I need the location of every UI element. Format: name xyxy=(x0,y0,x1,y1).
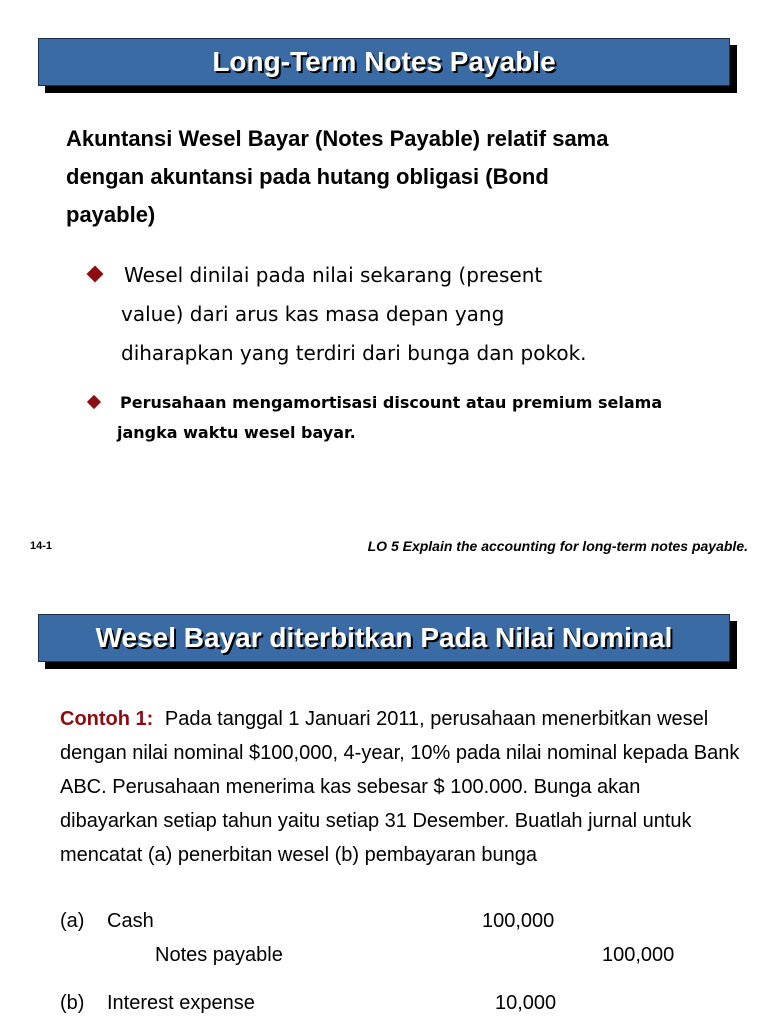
diamond-bullet-icon xyxy=(87,395,101,409)
journal-amount: 10,000 xyxy=(495,992,557,1014)
journal-amount: 100,000 xyxy=(602,944,675,966)
intro-line: Akuntansi Wesel Bayar (Notes Payable) relatif sama xyxy=(66,126,609,151)
example-label: Contoh 1: xyxy=(60,708,154,730)
intro-line: dengan akuntansi pada hutang obligasi (Bond xyxy=(66,164,549,189)
intro-paragraph xyxy=(66,120,716,234)
journal-account: Notes payable xyxy=(155,944,283,966)
diamond-bullet-icon xyxy=(87,266,104,283)
bullet-line: jangka waktu wesel bayar. xyxy=(117,423,356,442)
bullet-line: diharapkan yang terdiri dari bunga dan pokok. xyxy=(121,341,587,365)
example-text: Pada tanggal 1 Januari 2011, perusahaan menerbitkan wesel dengan nilai nominal $100,000, 4-year, 10% pada nilai nominal kepada Bank ABC. Perusahaan menerima kas sebesar $ 100.000. Bunga akan dibayarkan setiap tahun yaitu setiap 31 Desember. Buatlah jurnal untuk mencatat (a) penerbitan wesel (b) pembayaran bunga xyxy=(60,708,740,866)
bullet-line: value) dari arus kas masa depan yang xyxy=(121,302,505,326)
journal-marker: (a) xyxy=(60,910,85,932)
page-number: 14-1 xyxy=(30,540,53,552)
example-paragraph xyxy=(60,702,740,872)
journal-marker: (b) xyxy=(60,992,85,1014)
journal-account: Cash xyxy=(107,910,154,932)
journal-account: Interest expense xyxy=(107,992,255,1014)
learning-objective: LO 5 Explain the accounting for long-term notes payable. xyxy=(367,538,748,554)
slide-2-title: Wesel Bayar diterbitkan Pada Nilai Nominal xyxy=(95,622,673,653)
bullet-line: Wesel dinilai pada nilai sekarang (present xyxy=(124,263,543,287)
slide-1-title-bar xyxy=(38,38,730,86)
slide-2-title-bar xyxy=(38,614,730,662)
slide-2 xyxy=(0,576,768,1024)
slide-1-title: Long-Term Notes Payable xyxy=(212,46,556,77)
bullet-line: Perusahaan mengamortisasi discount atau premium selama xyxy=(120,393,663,412)
bullet-item xyxy=(86,256,686,373)
journal-amount: 100,000 xyxy=(482,910,555,932)
bullet-item xyxy=(86,388,736,448)
intro-line: payable) xyxy=(66,202,156,227)
